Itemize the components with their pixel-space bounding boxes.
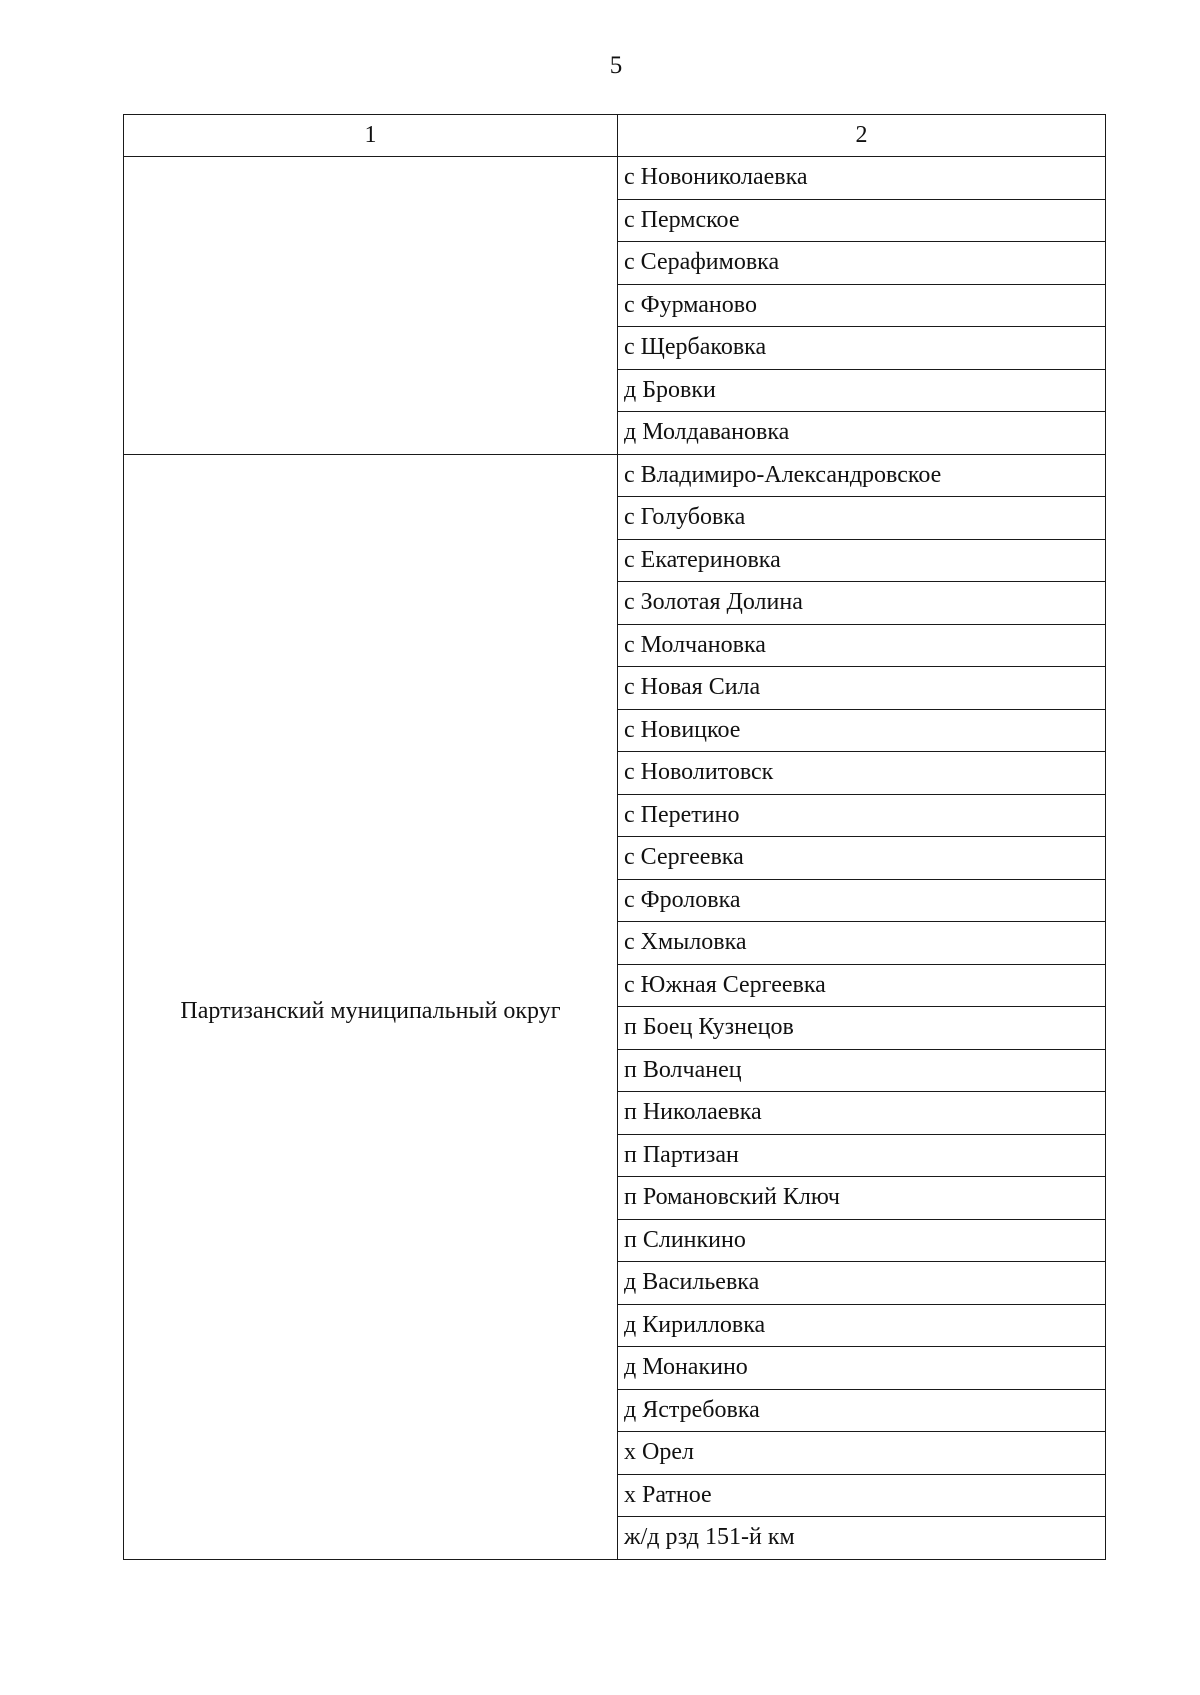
settlement-cell: с Золотая Долина bbox=[618, 582, 1106, 625]
settlement-cell: п Волчанец bbox=[618, 1049, 1106, 1092]
page-number: 5 bbox=[609, 52, 623, 79]
settlement-cell: с Щербаковка bbox=[618, 327, 1106, 370]
district-name: Партизанский муниципальный округ bbox=[180, 998, 561, 1024]
settlement-cell: с Перетино bbox=[618, 794, 1106, 837]
column-header-1: 1 bbox=[124, 115, 618, 157]
column-header-2: 2 bbox=[618, 115, 1106, 157]
settlement-cell: с Новицкое bbox=[618, 709, 1106, 752]
settlement-cell: д Молдавановка bbox=[618, 412, 1106, 455]
settlement-cell: с Южная Сергеевка bbox=[618, 964, 1106, 1007]
table-body bbox=[124, 157, 1106, 1560]
settlement-cell: с Серафимовка bbox=[618, 242, 1106, 285]
settlement-cell: д Кирилловка bbox=[618, 1304, 1106, 1347]
settlement-cell: с Фурманово bbox=[618, 284, 1106, 327]
settlement-cell: с Голубовка bbox=[618, 497, 1106, 540]
settlement-cell: х Ратное bbox=[618, 1474, 1106, 1517]
district-cell bbox=[124, 454, 618, 1559]
settlement-cell: с Владимиро-Александровское bbox=[618, 454, 1106, 497]
settlement-cell: п Партизан bbox=[618, 1134, 1106, 1177]
settlement-cell: х Орел bbox=[618, 1432, 1106, 1475]
district-cell bbox=[124, 157, 618, 455]
settlement-cell: с Новая Сила bbox=[618, 667, 1106, 710]
settlement-cell: п Николаевка bbox=[618, 1092, 1106, 1135]
settlement-cell: д Монакино bbox=[618, 1347, 1106, 1390]
settlement-cell: с Фроловка bbox=[618, 879, 1106, 922]
settlement-cell: с Пермское bbox=[618, 199, 1106, 242]
settlement-cell: д Ястребовка bbox=[618, 1389, 1106, 1432]
settlements-table bbox=[123, 114, 1106, 1560]
settlement-cell: д Бровки bbox=[618, 369, 1106, 412]
settlement-cell: п Боец Кузнецов bbox=[618, 1007, 1106, 1050]
table-header-row bbox=[124, 115, 1106, 157]
settlement-cell: п Слинкино bbox=[618, 1219, 1106, 1262]
settlement-cell: с Новониколаевка bbox=[618, 157, 1106, 200]
settlement-cell: с Молчановка bbox=[618, 624, 1106, 667]
settlement-cell: с Новолитовск bbox=[618, 752, 1106, 795]
settlement-cell: с Хмыловка bbox=[618, 922, 1106, 965]
settlement-cell: ж/д рзд 151-й км bbox=[618, 1517, 1106, 1560]
table-row bbox=[124, 157, 1106, 200]
settlement-cell: п Романовский Ключ bbox=[618, 1177, 1106, 1220]
table-row bbox=[124, 454, 1106, 497]
settlement-cell: с Сергеевка bbox=[618, 837, 1106, 880]
settlement-cell: с Екатериновка bbox=[618, 539, 1106, 582]
settlement-cell: д Васильевка bbox=[618, 1262, 1106, 1305]
